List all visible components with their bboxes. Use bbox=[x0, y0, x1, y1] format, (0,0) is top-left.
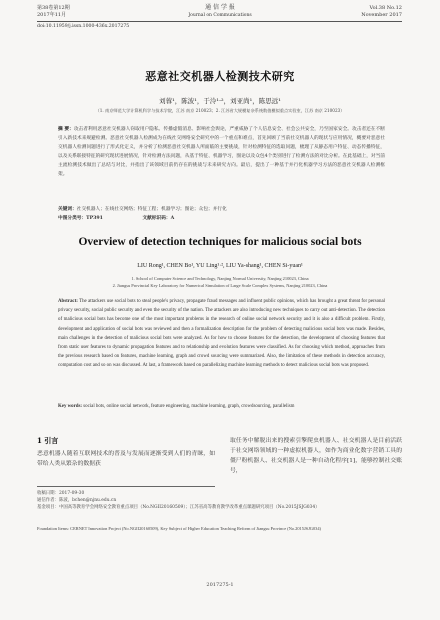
doi: doi:10.11959/j.issn.1000-436x.2017275 bbox=[37, 24, 130, 29]
doc-code-label: 文献标识码： bbox=[142, 216, 171, 221]
classification bbox=[58, 215, 385, 221]
body-text-left: 恶意机器人随着互联网技术的普及与发展而逐渐受到人们的青睐，如带给人类从繁杂的数据获 bbox=[37, 451, 215, 467]
abstract-cn-label: 摘 要： bbox=[58, 127, 74, 132]
keywords-cn-label: 关键词： bbox=[58, 207, 77, 212]
authors-cn: 刘蓉¹，陈波¹，于泠¹·²，刘亚尚¹，陈思远¹ bbox=[159, 97, 281, 105]
footnote-funding-en: Foundation Items: CERNET Innovation Project (No.NGII20160509), Key Subject of Higher Education Teaching Reform of Jiangsu Province (No.2015JSJG034) bbox=[37, 526, 322, 531]
abstract-en bbox=[58, 297, 385, 371]
clc-label: 中图分类号： bbox=[58, 216, 87, 221]
keywords-en-text: social bots, online social network, feature engineering, machine learning, graph, crowdsourcing, parallelism bbox=[83, 404, 295, 409]
body-text-right: 取任务中解脱出来的搜索引擎爬虫机器人、社交机器人是目前活跃于社交网络领域的一种虚拟机器人，如作为商业化数字营销工具的僵尸粉机器人、社交机器人是一种自动化程序[1]，能够控制社交账号， bbox=[230, 438, 402, 474]
journal-name-cn: 通 信 学 报 bbox=[205, 4, 235, 11]
body-left-column bbox=[37, 436, 215, 469]
title-en: Overview of detection techniques for malicious social bots bbox=[78, 236, 362, 248]
affiliation-en-1: 1. School of Computer Science and Technology, Nanjing Normal University, Nanjing 210023, China bbox=[131, 276, 309, 281]
footnote-rule bbox=[37, 486, 215, 487]
keywords-cn-text: 社交机器人；在线社交网络；特征工程；机器学习；图论；众包；并行化 bbox=[76, 207, 227, 212]
volume-issue-en: Vol.38 No.12 bbox=[369, 5, 402, 11]
title-cn: 恶意社交机器人检测技术研究 bbox=[145, 70, 295, 83]
footnotes-cn bbox=[37, 490, 402, 511]
keywords-en-label: Key words: bbox=[58, 404, 83, 409]
footnote-received: 收稿日期：2017-09-30 bbox=[37, 491, 85, 496]
abstract-cn bbox=[58, 126, 385, 179]
clc bbox=[58, 215, 103, 221]
journal-name-en: Journal on Communications bbox=[188, 13, 252, 18]
abstract-en-label: Abstract: bbox=[58, 299, 78, 304]
section-heading-intro: 1 引言 bbox=[37, 436, 59, 445]
header-rule bbox=[37, 21, 402, 22]
date-cn: 2017年11月 bbox=[37, 12, 67, 18]
keywords-cn bbox=[58, 206, 385, 212]
header-right bbox=[361, 5, 402, 19]
volume-issue-cn: 第38卷第12期 bbox=[37, 5, 70, 11]
keywords-en bbox=[58, 403, 385, 411]
clc-value: TP391 bbox=[86, 216, 103, 221]
affiliation-cn: （1. 南京师范大学计算机科学与技术学院，江苏 南京 210023；2. 江苏省大规模复杂系统数值模拟重点实验室，江苏 南京 210023） bbox=[95, 108, 345, 113]
doc-code bbox=[142, 215, 174, 221]
body-right-column bbox=[230, 436, 402, 476]
affiliation-en bbox=[0, 275, 440, 289]
abstract-cn-text: 攻击者利用恶意社交机器人窃取用户隐私、传播虚假消息、影响社会舆论，严重威胁了个人信息安全、社会公共安全，乃至国家安全。攻击者还在不断引入新技术来规避检测。恶意社交机器人检测成为在线社交网络安全研究中的一个重点和难点，首先回顾了当前社交机器人的现状与应用情况，概要对恶意社交机器人检测问题进行了形式化定义，并分析了检测恶意社交机器人所面临的主要挑战，针对检测特征的选取问题，梳理了从静态用户特征、动态传播特征，以及关系联接特征的研究现状进展情况，针对检测方法问题，从基于特征、机器学习，图论以及众包4个类别进行了检测方法的对比分析。在此基础上，对当前主流检测技术做出了总结与对比，并指出了该领域目前仍存在的挑战与未来研究方向。 bbox=[58, 127, 385, 168]
abstract-en-text: The attackers use social bots to steal people's privacy, propagate fraud messages and influent public opinions, which has brought a great threat for personal privacy security, social public security and even the security of the nation. The attackers are also introducing new techniques to carry out anti-detection. The detection of malicious social bots has become one of the most important problems in the research of online social network security and it is also a difficult problem. Firstly, development and application of social bots was reviewed and then a formalization description for the problem of detecting malicious social bots was made. Besides, main challenges in the detection of malicious social bots were analyzed. As for how to choose features for the detection, the development of choosing features that from static user features to dynamic propagation features and to relationship and evolution features were classified. As for choosing which method, approaches from the previous research based on features, machine learning, graph and crowd sourcing were summarized. Also, the limitation of these methods in detection accuracy, computation cost and so on was discussed. At last, a framework based on parallelizing machine learning methods to detect malicious social bots was proposed. bbox=[58, 299, 385, 369]
date-en: November 2017 bbox=[361, 12, 402, 18]
affiliation-en-2: 2. Jiangsu Provincial Key Laboratory for Numerical Simulation of Large Scale Complex Systems, Nanjing 210023, China bbox=[112, 283, 328, 288]
footnote-corresponding: 通信作者：陈波，bchen@njnu.edu.cn bbox=[37, 498, 117, 503]
footnote-funding: 基金项目：中国高等教育学会网络安全教育重点项目（No.NGII20160509）；江苏省高等教育教学改革重点课题研究项目（No.2015JSJG034） bbox=[37, 505, 320, 510]
doc-code-value: A bbox=[170, 216, 175, 221]
authors-en: LIU Rong¹, CHEN Bo¹, YU Ling¹·², LIU Ya-shang¹, CHEN Si-yuan¹ bbox=[137, 263, 303, 269]
page-number: 2017275-1 bbox=[206, 582, 234, 588]
abstract-cn-tail: 最后，提出了一种基于并行化机器学习方法的恶意社交机器人检测框架。 bbox=[58, 162, 385, 177]
